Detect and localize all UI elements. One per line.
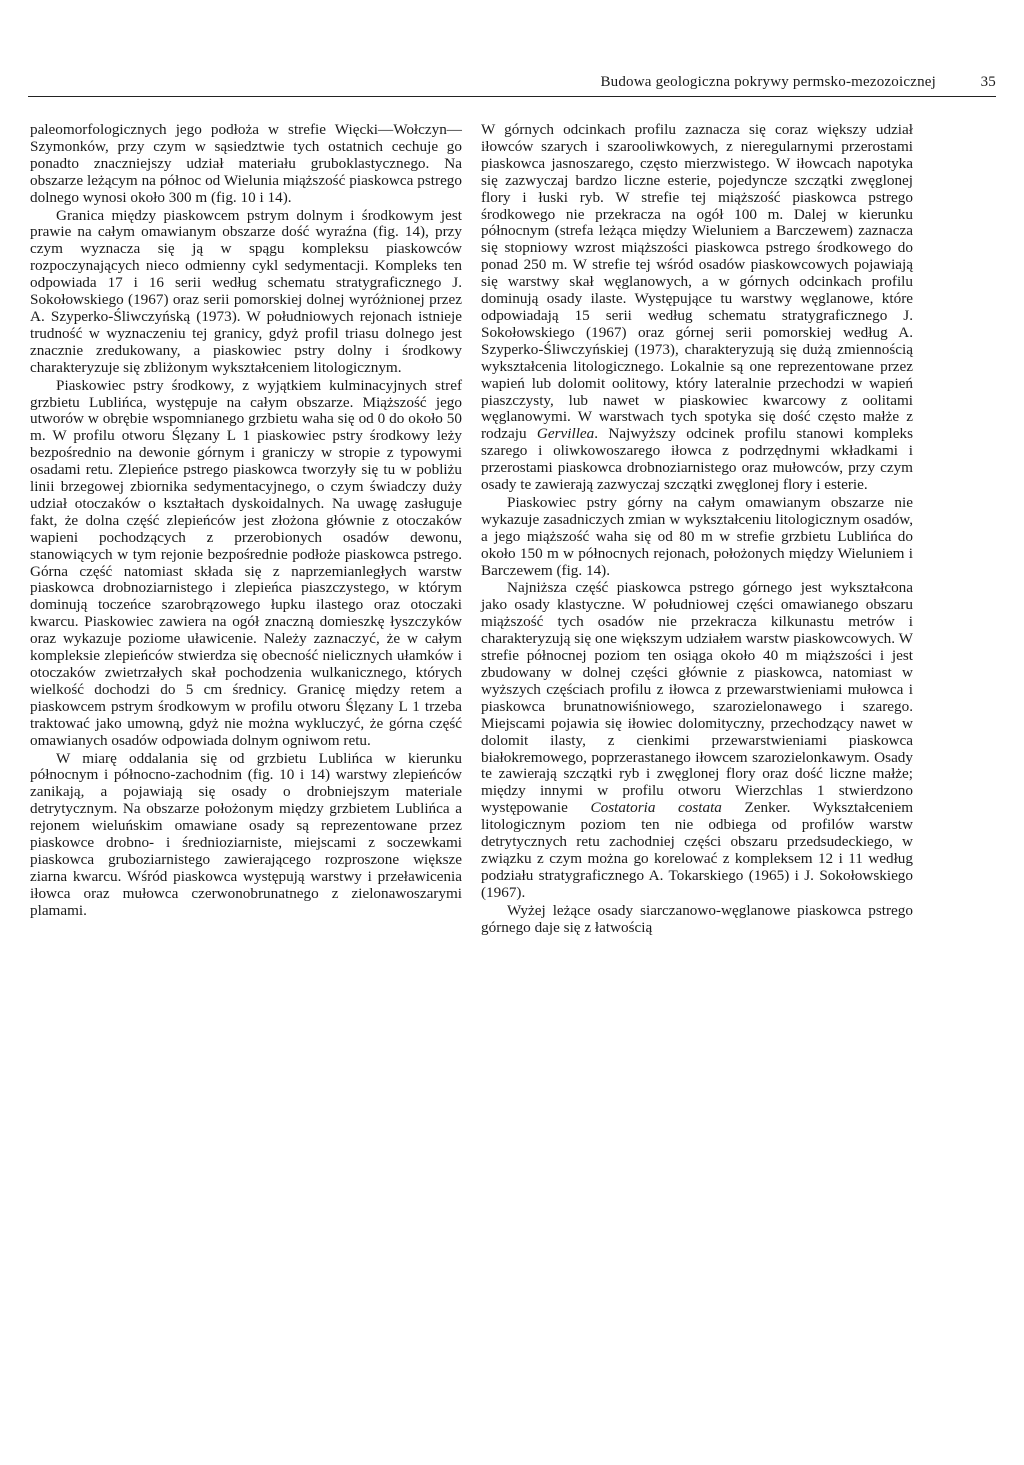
running-title: Budowa geologiczna pokrywy permsko-mezozoicznej [600, 74, 936, 90]
paragraph-text: Najniższa część piaskowca pstrego górnego jest wykształcona jako osady klastyczne. W południowej części omawianego obszaru miąższość tych osadów nie przekracza kilkunastu metrów i charakteryzują się one większym udziałem warstw piaskowcowych. W strefie północnej poziom ten osiąga około 40 m miąższości i jest zbudowany w dolnej części głównie z piaskowca, natomiast w wyższych częściach profilu z iłowca z przewarstwieniami mułowca i piaskowca brunatnowiśniowego, szarozielonawego i szarego. Miejscami pojawia się iłowiec dolomityczny, przechodzący nawet w dolomit ilasty, z cienkimi przewarstwieniami piaskowca białokremowego, poprzerastanego iłowcem szarozielonkawym. Osady te zawierają szczątki ryb i zwęglonej flory oraz dość liczne małże; między innymi w profilu otworu Wierzchlas 1 stwierdzono występowanie [481, 579, 913, 817]
paragraph-text: . Najwyższy odcinek profilu stanowi kompleks szarego i oliwkowoszarego iłowca z podrzędnymi wkładkami i przerostami piaskowca drobnoziarnistego oraz mułowców, przy czym osady te zawierają zazwyczaj szczątki zwęglonej flory i esterie. [481, 425, 914, 494]
paragraph: paleomorfologicznych jego podłoża w strefie Więcki—Wołczyn—Szymonków, przy czym w sąsiedztwie tych ostatnich cechuje go ponadto znaczniejszy udział materiału gruboklastycznego. Na obszarze leżącym na północ od Wielunia miąższość piaskowca pstrego dolnego wynosi około 300 m (fig. 10 i 14). [30, 121, 462, 206]
paragraph: W miarę oddalania się od grzbietu Lublińca w kierunku północnym i północno-zachodnim (fig. 10 i 14) warstwy zlepieńców zanikają, a pojawiają się osady o drobniejszym materiale detrytycznym. Na obszarze położonym między grzbietem Lublińca a rejonem wieluńskim omawiane osady są reprezentowane przez piaskowce drobno- i średnioziarniste, miejscami z soczewkami piaskowca gruboziarnistego zawierającego rozproszone większe ziarna kwarcu. Wśród piaskowca występują warstwy i przeławicenia iłowca oraz mułowca czerwonobrunatnego z zielonawoszarymi plamami. [30, 749, 462, 919]
paragraph: Granica między piaskowcem pstrym dolnym i środkowym jest prawie na całym omawianym obszarze dość wyraźna (fig. 14), przy czym wyznacza się ją w spągu kompleksu piaskowców rozpoczynających nieco odmienny cykl sedymentacji. Kompleks ten odpowiada 17 i 16 serii według schematu stratygraficznego J. Sokołowskiego (1967) oraz serii pomorskiej dolnej wyróżnionej przez A. Szyperko-Śliwczyńską (1973). W południowych rejonach istnieje trudność w wyznaczeniu tej granicy, gdyż profil triasu dolnego jest znacznie zredukowany, a piaskowiec pstry dolny i środkowy charakteryzuje się zbliżonym wykształceniem litologicznym. [30, 206, 462, 376]
species-name: Costatoria costata [590, 799, 722, 817]
right-column [481, 122, 913, 937]
left-column [30, 122, 462, 920]
genus-name: Gervillea [536, 425, 595, 443]
page-number: 35 [980, 74, 996, 90]
paragraph: Piaskowiec pstry środkowy, z wyjątkiem kulminacyjnych stref grzbietu Lublińca, występuje na całym obszarze. Miąższość jego utworów w obrębie wspomnianego grzbietu waha się od 0 do około 50 m. W profilu otworu Ślęzany L 1 piaskowiec pstry środkowy leży bezpośrednio na dewonie górnym i graniczy w stropie z typowymi osadami retu. Zlepieńce pstrego piaskowca tworzyły się tu w pobliżu linii brzegowej zbiornika sedymentacyjnego, o czym świadczy duży udział otoczaków o kształtach dyskoidalnych. Na uwagę zasługuje fakt, że dolna część zlepieńców jest złożona głównie z otoczaków wapieni pochodzących z przerobionych osadów dewonu, stanowiących w tym rejonie bezpośrednie podłoże piaskowca pstrego. Górna część natomiast składa się z naprzemianległych warstw piaskowca drobnoziarnistego i zlepieńca piaszczystego, w którym dominują toczeńce szarobrązowego łupku ilastego oraz otoczaki kwarcu. Piaskowiec zawiera na ogół znaczną domieszkę łyszczyków oraz wykazuje poziome uławicenie. Należy zaznaczyć, że w całym kompleksie zlepieńców stwierdza się obecność nielicznych ułamków i otoczaków zwietrzałych skał pochodzenia wulkanicznego, których wielkość dochodzi do 5 cm średnicy. Granicę między retem a piaskowcem pstrym środkowym w profilu otworu Ślęzany L 1 trzeba traktować jako umowną, gdyż nie można wykluczyć, że górna część omawianych osadów odpowiada dolnym ogniwom retu. [30, 376, 462, 749]
paragraph: Wyżej leżące osady siarczanowo-węglanowe piaskowca pstrego górnego daje się z łatwością [481, 901, 913, 936]
paragraph: Piaskowiec pstry górny na całym omawianym obszarze nie wykazuje zasadniczych zmian w wykształceniu litologicznym osadów, a jego miąższość waha się od 80 m w strefie grzbietu Lublińca do około 150 m w północnych rejonach, położonych między Wieluniem i Barczewem (fig. 14). [481, 493, 913, 579]
running-header [28, 70, 996, 97]
paragraph [481, 580, 913, 901]
paragraph-text: W górnych odcinkach profilu zaznacza się coraz większy udział iłowców szarych i szarooliwkowych, z nieregularnymi przerostami piaskowca jasnoszarego, często mierzwistego. W iłowcach napotyka się zazwyczaj bardzo liczne esterie, pojedyncze szczątki zwęglonej flory i łuski ryb. W strefie tej miąższość piaskowca pstrego środkowego nie przekracza na ogół 100 m. Dalej w kierunku północnym (strefa leżąca między Wieluniem a Barczewem) zaznacza się stopniowy wzrost miąższości piaskowca pstrego środkowego do ponad 250 m. W strefie tej wśród osadów piaskowcowych pojawiają się warstwy skał węglanowych, a w górnych odcinkach profilu dominują osady ilaste. Występujące tu warstwy węglanowe, które odpowiadają 15 serii według schematu stratygraficznego J. Sokołowskiego (1967) oraz górnej serii pomorskiej według A. Szyperko-Śliwczyńskiej (1973), charakteryzują się dużą zmiennością wykształcenia litologicznego. Lokalnie są one reprezentowane przez wapień lub dolomit oolitowy, który lateralnie przechodzi w wapień piaszczysty, lub nawet w piaskowiec kwarcowy z oolitami węglanowymi. W warstwach tych spotyka się dość często małże z rodzaju [481, 121, 913, 443]
paragraph-text: Zenker. Wykształceniem litologicznym poziom ten nie odbiega od profilów warstw detrytycznych retu zachodniej części obszaru przedsudeckiego, w związku z czym można go korelować z kompleksem 12 i 11 według podziału stratygraficznego A. Tokarskiego (1965) i J. Sokołowskiego (1967). [481, 799, 914, 901]
paragraph [481, 122, 913, 494]
